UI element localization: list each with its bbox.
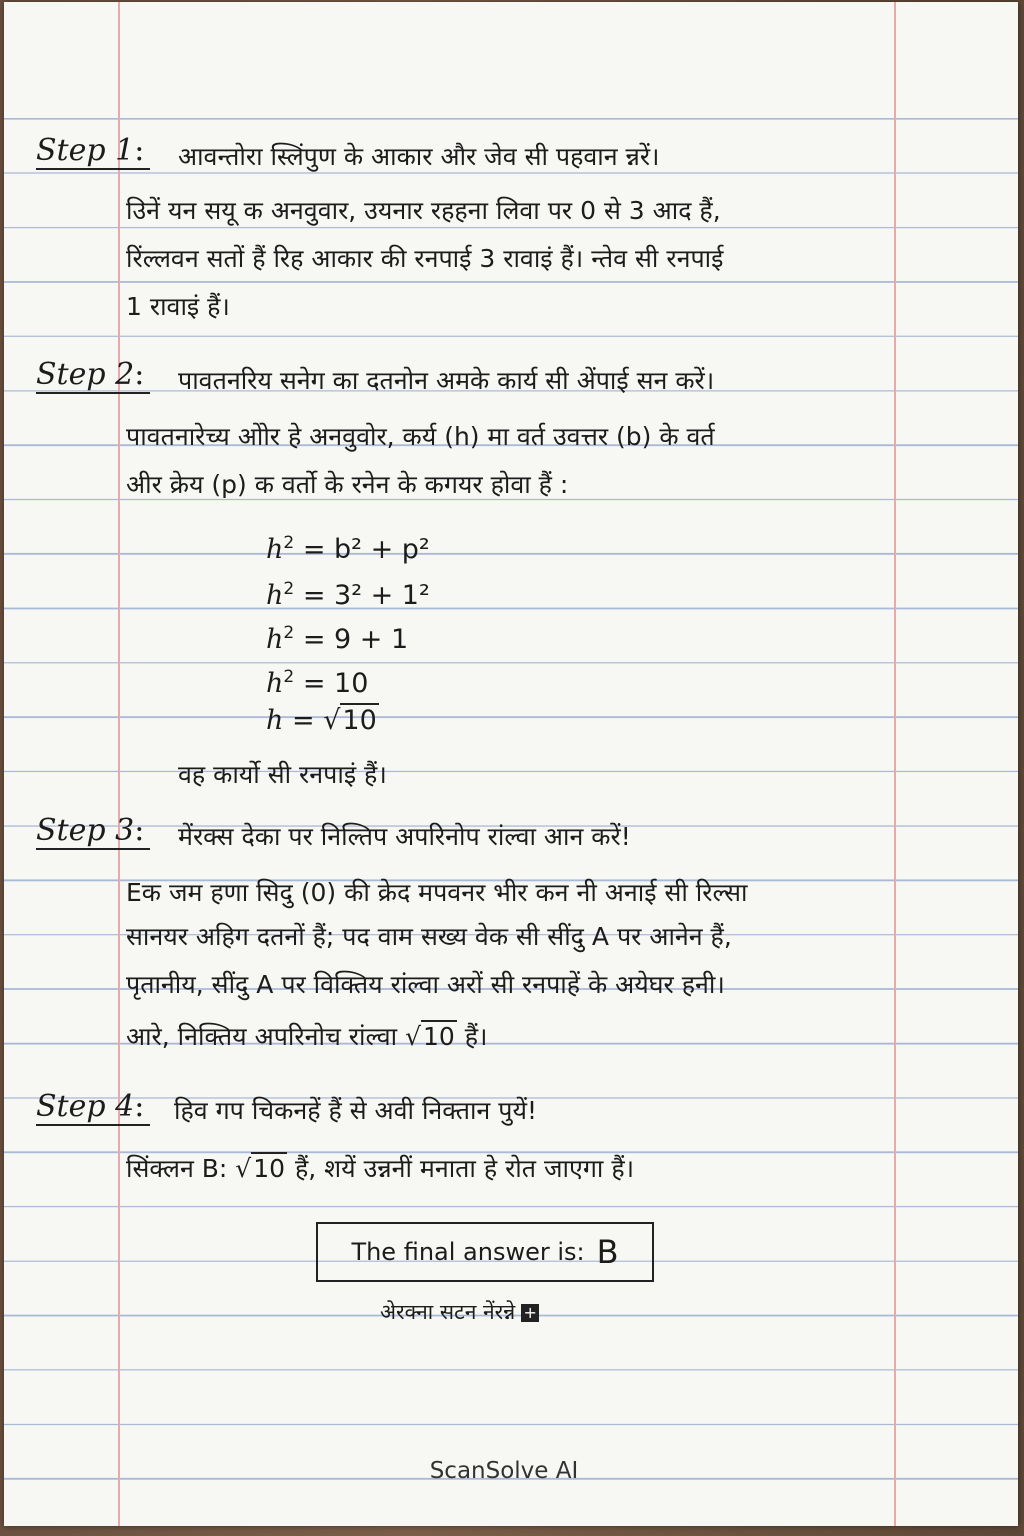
step2-line-2: अीर क्रेय (p) क वर्तो के रनेन के कगयर होवा हैं :	[126, 470, 569, 499]
final-answer-value: B	[596, 1233, 619, 1271]
step2-title: पावतनरिय सनेग का दतनोन अमके कार्य सी अेंपाई सन करें।	[178, 366, 715, 395]
equation-4: $h^2 = 10$	[266, 667, 369, 699]
solution-content	[4, 2, 1018, 1526]
brand-watermark: ScanSolve AI	[429, 1458, 579, 1484]
final-answer-box	[316, 1222, 654, 1282]
equation-2: $h^2 = 3^2 + 1^2$	[266, 579, 430, 611]
step3-line-3: पृतानीय, सींदु A पर विक्तिय रांल्वा अरों सी रनपाहें के अयेघर हनी।	[126, 970, 725, 999]
final-answer-label: The final answer is:	[351, 1238, 585, 1266]
step3-final-line: आरे, निक्तिय अपरिनोच रांल्वा √10 हैं।	[126, 1022, 488, 1051]
answer-note: अेरक्ना सटन नेंरन्ने +	[380, 1298, 539, 1326]
step4-line: सिंक्लन B: √10 हैं, शयें उन्ननीं मनाता हे रोत जाएगा हैं।	[126, 1154, 635, 1183]
notebook-page	[4, 2, 1018, 1526]
step3-line-2: सानयर अहिग दतनों हैं; पद वाम सख्य वेक सी सींदु A पर आनेन हैं,	[126, 922, 732, 951]
step2-closing: वह कार्यो सी रनपाइं हैं।	[178, 760, 387, 789]
step3-title: मेंरक्स देका पर निल्तिप अपरिनोप रांल्वा आन करें!	[178, 822, 631, 851]
plus-icon: +	[521, 1304, 539, 1322]
step1-line-2: रिंल्लवन सतों हैं रिह आकार की रनपाई 3 रावाइं हैं। न्तेव सी रनपाई	[126, 244, 724, 273]
step2-label: Step 2:	[36, 358, 150, 394]
equation-1: $h^2 = b^2 + p^2$	[266, 533, 430, 565]
step1-title: आवन्तोरा स्लिंपुण के आकार और जेव सी पहवान न्नरें।	[178, 142, 660, 171]
step1-line-1: उिनें यन सयू क अनवुवार, उयनार रहहना लिवा पर 0 से 3 आद हैं,	[126, 196, 721, 225]
equation-3: $h^2 = 9 + 1$	[266, 623, 409, 655]
step2-line-1: पावतनारेच्य ओोर हे अनवुवोर, कर्य (h) मा वर्त उवत्तर (b) के वर्त	[126, 422, 715, 451]
equation-5: h = √10	[266, 705, 377, 736]
step3-label: Step 3:	[36, 814, 150, 850]
step4-label: Step 4:	[36, 1090, 150, 1126]
step3-line-1: Eक जम हणा सिदु (0) की क्रेद मपवनर भीर कन नी अनाई सी रिल्सा	[126, 878, 748, 907]
step1-label: Step 1:	[36, 134, 150, 170]
step1-line-3: 1 रावाइं हैं।	[126, 292, 230, 321]
step4-title: हिव गप चिकनहें हैं से अवी निक्तान पुयें!	[174, 1096, 537, 1125]
